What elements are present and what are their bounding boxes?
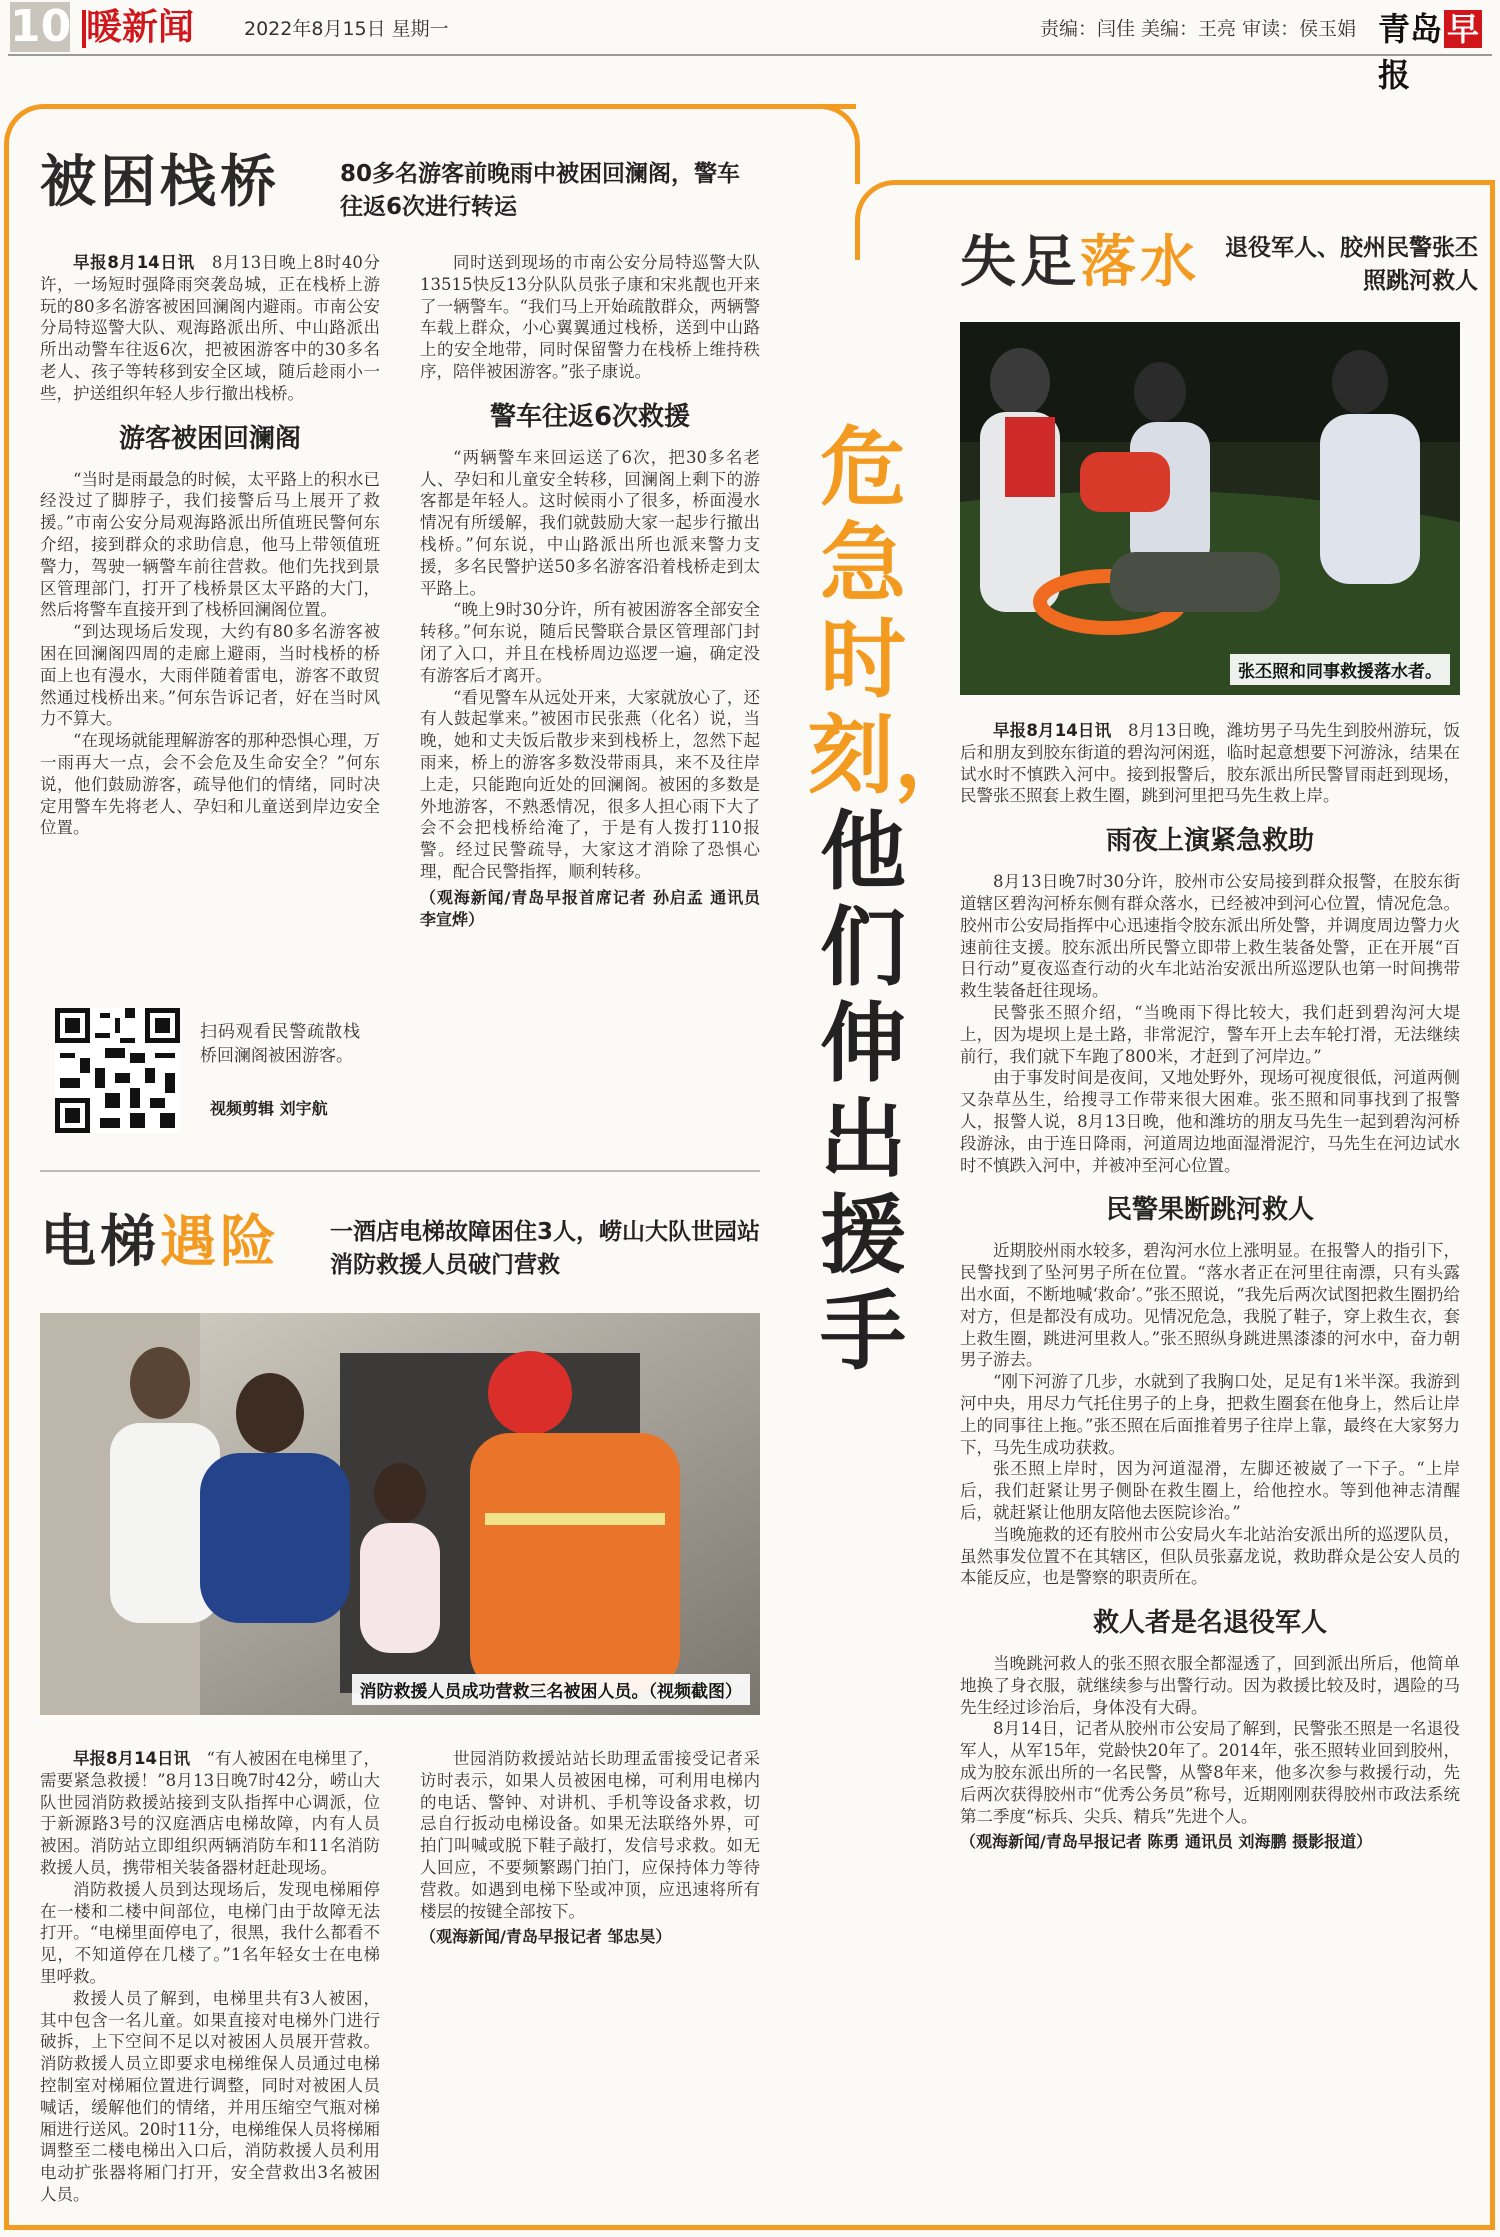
frame-top-right — [930, 180, 1495, 185]
story1-subhead2: 警车往返6次救援 — [489, 401, 691, 432]
elevator-rescue-photo — [40, 1313, 760, 1715]
story3-subhead3: 救人者是名退役军人 — [1092, 1608, 1327, 1639]
frame-right — [1490, 180, 1495, 2230]
story3-column: 早报8月14日讯 8月13日晚，潍坊男子马先生到胶州游玩，饭后和朋友到胶东街道的碧沟河闲逛，临时起意想要下河游泳，结果在试水时不慎跌入河中。接到报警后，胶东派出所民警冒雨赶到现场，民警张丕照套上救生圈，跳到河里把马先生救上岸。 雨夜上演紧急救助 8月13日晚7时30分许，胶州市公安局接到群众报警，在胶东街道辖区碧沟河桥东侧有群众落水，已经被冲到河心位置，情况危急。胶州市公安局指挥中心迅速指令胶东派出所处警，并调度周边警力火速前往支援。胶东派出所民警立即带上救生装备处警，正在开展“百日行动”夏夜巡查行动的火车北站治安派出所巡逻队也第一时间携带救生装备赶往现场。 民警张丕照介绍，“当晚雨下得比较大，我们赶到碧沟河大堤上，因为堤坝上是土路，非常泥泞，警车开上去车轮打滑，无法继续前行，我们就下车跑了800米，才赶到了河岸边。” 由于事发时间是夜间，又地处野外，现场可视度很低，河道两侧又杂草丛生，给搜寻工作带来很大困难。张丕照和同事找到了报警人，报警人说，8月13日晚，他和潍坊的朋友马先生一起到碧沟河桥段游泳，由于连日降雨，河道周边地面湿滑泥泞，马先生在河边试水时不慎跌入河中，并被冲至河心位置。 民警果断跳河救人 近期胶州雨水较多，碧沟河水位上涨明显。在报警人的指引下，民警找到了坠河男子所在位置。“落水者正在河里往南漂，只有头露出水面，不断地喊‘救命’。”张丕照说，“我先后两次试图把救生圈扔给对方，但是都没有成功。见情况危急，我脱了鞋子，穿上救生衣，套上救生圈，跳进河里救人。”张丕照纵身跳进黑漆漆的河水中，奋力朝男子游去。 “刚下河游了几步，水就到了我胸口处，足足有1米半深。我游到河中央，用尽力气托住男子的上身，把救生圈套在他身上，然后让岸上的同事往上拖。”张丕照在后面推着男子往岸上靠，最终在大家努力下，马先生成功获救。 张丕照上岸时，因为河道湿滑，左脚还被崴了一下子。“上岸后，我们赶紧让男子侧卧在救生圈上，给他控水。等到他神志清醒后，就赶紧让他朋友陪他去医院诊治。” 当晚施救的还有胶州市公安局火车北站治安派出所的巡逻队员，虽然事发位置不在其辖区，但队员张嘉龙说，救助群众是公安人员的本能反应，也是警察的职责所在。 救人者是名退役军人 当晚跳河救人的张丕照衣服全都湿透了，回到派出所后，他简单地换了身衣服，就继续参与出警行动。因为救援比较及时，遇险的马先生经过诊治后，身体没有大碍。 8月14日，记者从胶州市公安局了解到，民警张丕照是一名退役军人，从军15年，党龄快20年了。2014年，张丕照转业回到胶州，成为胶东派出所的一名民警，从警8年来，他多次参与救援行动，先后两次获得胶州市“优秀公务员”称号，近期刚刚获得胶州市政法系统第二季度“标兵、尖兵、精兵”先进个人。 （观海新闻/青岛早报记者 陈勇 通讯员 刘海鹏 摄影报道） — [960, 721, 1460, 1852]
river-rescue-photo — [960, 322, 1460, 695]
river-photo-caption: 张丕照和同事救援落水者。 — [1230, 654, 1450, 685]
section-name: 暖新闻 — [86, 7, 195, 48]
story2-col2: 世园消防救援站站长助理孟雷接受记者采访时表示，如果人员被困电梯，可利用电梯内的电话、警钟、对讲机、手机等设备求救，切忌自行扳动电梯设备。如果无法联络外界，可拍门叫喊或脱下鞋子敲打，发信号求救。如无人回应，不要频繁踢门拍门，应保持体力等待营救。如遇到电梯下坠或冲顶，应迅速将所有楼层的按键全部按下。 （观海新闻/青岛早报记者 邹忠昊） — [420, 1749, 760, 1947]
story2-lead: 早报8月14日讯 — [73, 1749, 190, 1768]
frame-bottom — [4, 2225, 1495, 2230]
paper-logo: 青岛 早报 — [1378, 4, 1500, 96]
story-divider — [40, 1170, 760, 1172]
issue-date: 2022年8月15日 星期一 — [244, 18, 449, 40]
story1-title: 被困栈桥 — [40, 150, 280, 215]
frame-corner-top — [780, 104, 860, 184]
story1-credit: （观海新闻/青岛早报首席记者 孙启孟 通讯员 李宣烨） — [420, 887, 760, 929]
qr-code-icon[interactable] — [55, 1008, 180, 1133]
story3-subhead1: 雨夜上演紧急救助 — [1105, 826, 1314, 857]
story3-subhead2: 民警果断跳河救人 — [1105, 1195, 1314, 1226]
story1-col2: 同时送到现场的市南公安分局特巡警大队13515快反13分队队员张子康和宋兆靓也开来了一辆警车。“我们马上开始疏散群众，两辆警车载上群众，小心翼翼通过栈桥，送到中山路上的安全地带，同时保留警力在栈桥上维持秩序，陪伴被困游客。”张子康说。 警车往返6次救援 “两辆警车来回运送了6次，把30多名老人、孕妇和儿童安全转移，回澜阁上剩下的游客都是年轻人。这时候雨小了很多，桥面漫水情况有所缓解，我们就鼓励大家一起步行撤出栈桥。”何东说，中山路派出所也派来警力支援，多名民警护送50多名游客沿着栈桥走到太平路上。 “晚上9时30分许，所有被困游客全部安全转移。”何东说，随后民警联合景区管理部门封闭了入口，并且在栈桥周边巡逻一遍，确定没有游客后才离开。 “看见警车从远处开来，大家就放心了，还有人鼓起掌来。”被困市民张燕（化名）说，当晚，她和丈夫饭后散步来到栈桥上，忽然下起雨来，桥上的游客多数没带雨具，来不及往岸上走，只能跑向近处的回澜阁。被困的多数是外地游客，不熟悉情况，很多人担心雨下大了会不会把栈桥给淹了，于是有人拨打110报警。经过民警疏导，大家这才消除了恐惧心理，配合民警指挥，顺利转移。 （观海新闻/青岛早报首席记者 孙启孟 通讯员 李宣烨） — [420, 253, 760, 929]
frame-corner-right — [855, 180, 935, 260]
page-number: 10 — [10, 1, 72, 52]
story1-col1: 早报8月14日讯 8月13日晚上8时40分许，一场短时强降雨突袭岛城，正在栈桥上游玩的80多名游客被困回澜阁内避雨。市南公安分局特巡警大队、观海路派出所、中山路派出所出动警车往返6次，把被困游客中的30多名老人、孩子等转移到安全区域，随后趁雨小一些，护送组织年轻人步行撤出栈桥。 游客被困回澜阁 “当时是雨最急的时候，太平路上的积水已经没过了脚脖子，我们接警后马上展开了救援。”市南公安分局观海路派出所值班民警何东介绍，接到群众的求助信息，他马上带领值班警力，驾驶一辆警车前往营救。他们先找到景区管理部门，打开了栈桥景区太平路的大门，然后将警车直接开到了栈桥回澜阁位置。 “到达现场后发现，大约有80多名游客被困在回澜阁四周的走廊上避雨，当时栈桥的桥面上也有漫水，大雨伴随着雷电，游客不敢贸然通过栈桥出来。”何东告诉记者，好在当时风力不算大。 “在现场就能理解游客的那种恐惧心理，万一雨再大一点，会不会危及生命安全？”何东说，他们鼓励游客，疏导他们的情绪，同时决定用警车先将老人、孕妇和儿童送到岸边安全位置。 — [40, 253, 380, 838]
story1-lead: 早报8月14日讯 — [73, 253, 195, 272]
header-rule — [8, 54, 1492, 56]
story2-title: 电梯遇险 — [40, 1210, 280, 1275]
story3-credit: （观海新闻/青岛早报记者 陈勇 通讯员 刘海鹏 摄影报道） — [960, 1832, 1373, 1852]
qr-text: 扫码观看民警疏散栈桥回澜阁被困游客。 — [200, 1022, 360, 1066]
story3-title: 失足落水 — [960, 230, 1200, 295]
story3-lead: 早报8月14日讯 — [993, 721, 1112, 740]
story2-credit: （观海新闻/青岛早报记者 邹忠昊） — [420, 1927, 672, 1947]
story2-deck: 一酒店电梯故障困住3人，崂山大队世园站消防救援人员破门营救 — [330, 1219, 761, 1278]
qr-credit: 视频剪辑 刘宇航 — [210, 1099, 328, 1118]
story2-col1: 早报8月14日讯 “有人被困在电梯里了，需要紧急救援！”8月13日晚7时42分，崂山大队世园消防救援站接到支队指挥中心调派，位于新源路3号的汉庭酒店电梯故障，内有人员被困。消防站立即组织两辆消防车和11名消防救援人员，携带相关装备器材赶赴现场。 消防救援人员到达现场后，发现电梯厢停在一楼和二楼中间部位，电梯门由于故障无法打开。“电梯里面停电了，很黑，我什么都看不见，不知道停在几楼了。”1名年轻女士在电梯里呼救。 救援人员了解到，电梯里共有3人被困，其中包含一名儿童。如果直接对电梯外门进行破拆，上下空间不足以对被困人员展开营救。消防救援人员立即要求电梯维保人员通过电梯控制室对梯厢位置进行调整，同时对被困人员喊话，缓解他们的情绪，并用压缩空气瓶对梯厢进行送风。20时11分，电梯维保人员将梯厢调整至二楼电梯出入口后，消防救援人员利用电动扩张器将厢门打开，安全营救出3名被困人员。 — [40, 1749, 381, 2204]
page-banner: 危急时刻，他们伸出援手 — [808, 418, 980, 1382]
story3-deck: 退役军人、胶州民警张丕照跳河救人 — [1225, 235, 1478, 294]
elevator-photo-caption: 消防救援人员成功营救三名被困人员。（视频截图） — [352, 1674, 751, 1705]
editor-credits: 责编：闫佳 美编：王亮 审读：侯玉娟 — [1040, 18, 1357, 40]
story1-subhead1: 游客被困回澜阁 — [118, 423, 301, 454]
story1-deck: 80多名游客前晚雨中被困回澜阁，警车往返6次进行转运 — [340, 161, 741, 220]
